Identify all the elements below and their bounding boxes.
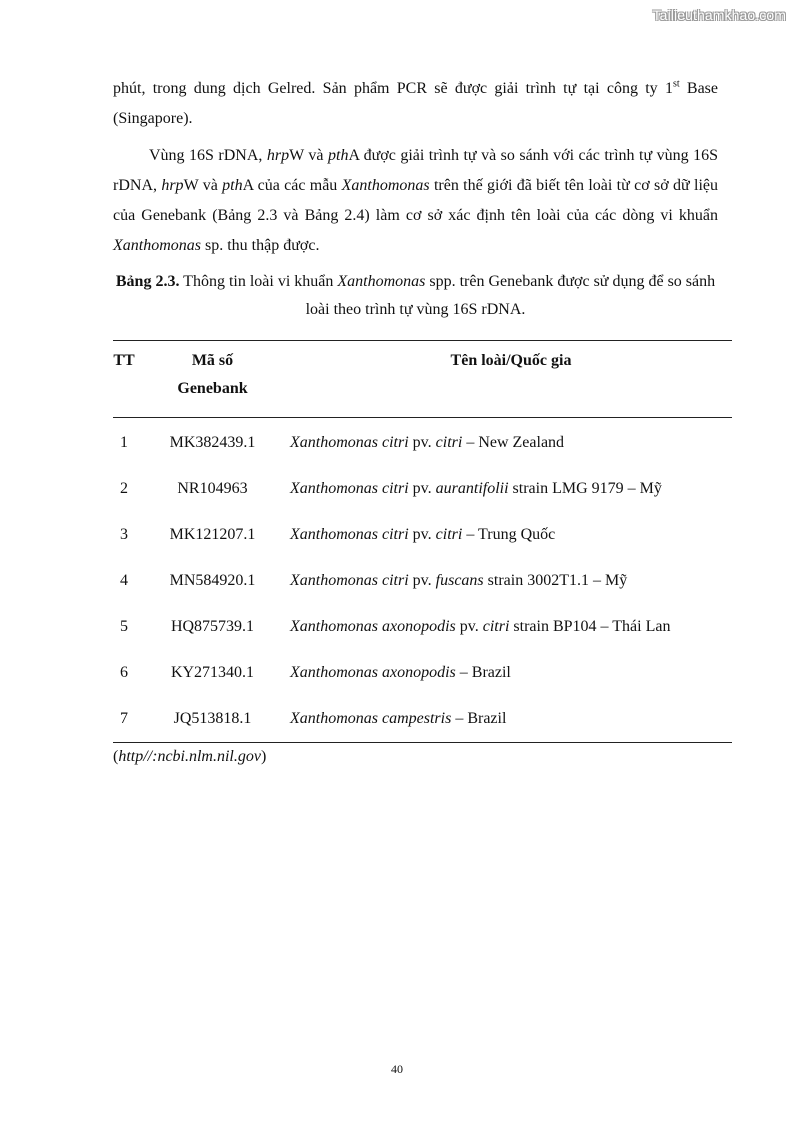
p2-italic-2: pth [328, 147, 349, 164]
cell-species [290, 418, 732, 467]
cell-code: MN584920.1 [169, 572, 256, 589]
species-genus: Xanthomonas campestris [290, 710, 452, 727]
species-rest: strain 3002T1.1 – Mỹ [483, 572, 628, 589]
species-genus: Xanthomonas citri [290, 572, 409, 589]
table-caption [113, 268, 718, 324]
caption-text-2: spp. trên Genebank được sử dụng để so sánh loài theo trình tự vùng 16S rDNA. [305, 273, 716, 318]
cell-species [290, 604, 732, 650]
paragraph-1 [113, 74, 718, 134]
p2-text-6: trên thế giới đã biết tên loài từ cơ sở dữ liệu của Genebank (Bảng 2.3 và Bảng 2.4) làm cơ sở xác định tên loài của các dòng vi khuẩn [113, 177, 719, 224]
species-rest: – New Zealand [462, 434, 565, 451]
cell-tt: 6 [120, 664, 128, 681]
species-rest: – Brazil [455, 664, 511, 681]
p2-text-7: sp. thu thập được. [201, 237, 320, 254]
species-genus: Xanthomonas axonopodis [290, 664, 456, 681]
species-pv: pv. [408, 526, 436, 543]
p2-italic-5: Xanthomonas [341, 177, 430, 194]
p2-italic-1: hrp [266, 147, 290, 164]
header-tt: TT [113, 352, 135, 369]
table-row [113, 604, 732, 650]
species-genus: Xanthomonas citri [290, 480, 409, 497]
table-row [113, 512, 732, 558]
table-row [113, 696, 732, 743]
species-table [113, 340, 732, 743]
header-genebank-code [135, 341, 290, 418]
p2-italic-3: hrp [161, 177, 184, 194]
paragraph-2 [113, 141, 718, 261]
species-genus: Xanthomonas citri [290, 526, 409, 543]
species-rest: – Trung Quốc [462, 526, 556, 543]
cell-species [290, 558, 732, 604]
species-pathovar: citri [482, 618, 510, 635]
species-genus: Xanthomonas citri [290, 434, 409, 451]
source-close-paren: ) [260, 748, 267, 765]
species-pathovar: fuscans [435, 572, 484, 589]
source-open-paren: ( [113, 748, 119, 765]
species-pathovar: aurantifolii [435, 480, 509, 497]
species-rest: – Brazil [451, 710, 507, 727]
caption-label: Bảng 2.3. [115, 273, 180, 290]
p2-text-4: W và [183, 177, 223, 194]
cell-tt: 5 [120, 618, 128, 635]
table-source [113, 746, 266, 768]
p2-text-5: A của các mẫu [242, 177, 342, 194]
cell-code: JQ513818.1 [173, 710, 252, 727]
cell-tt: 4 [120, 572, 128, 589]
species-pv: pv. [455, 618, 483, 635]
cell-code: KY271340.1 [170, 664, 255, 681]
source-url: http//:ncbi.nlm.nil.gov [118, 748, 261, 765]
cell-species [290, 696, 732, 743]
cell-code: NR104963 [177, 480, 248, 497]
table-header-row [113, 341, 732, 418]
species-genus: Xanthomonas axonopodis [290, 618, 456, 635]
cell-species [290, 512, 732, 558]
species-rest: strain LMG 9179 – Mỹ [508, 480, 662, 497]
header-species-country: Tên loài/Quốc gia [450, 352, 572, 369]
cell-code: MK382439.1 [169, 434, 256, 451]
species-pathovar: citri [435, 526, 463, 543]
cell-tt: 1 [120, 434, 128, 451]
cell-tt: 3 [120, 526, 128, 543]
cell-species [290, 650, 732, 696]
page-number: 40 [391, 1062, 403, 1076]
p2-italic-6: Xanthomonas [113, 237, 201, 254]
cell-code: HQ875739.1 [170, 618, 255, 635]
table-row [113, 418, 732, 467]
cell-tt: 7 [120, 710, 128, 727]
caption-italic-genus: Xanthomonas [337, 273, 426, 290]
cell-code: MK121207.1 [169, 526, 256, 543]
caption-text-1: Thông tin loài vi khuẩn [179, 273, 338, 290]
p2-text-3: A được giải trình tự và so sánh với các trình tự vùng 16S rDNA, [113, 147, 718, 194]
watermark-text: Tailieuthamkhao.com [652, 7, 786, 23]
species-rest: strain BP104 – Thái Lan [509, 618, 671, 635]
table-row [113, 466, 732, 512]
cell-species [290, 466, 732, 512]
paragraph-1-text-b: Base (Singapore). [113, 80, 719, 127]
table-row [113, 650, 732, 696]
header-code-line1: Mã số [191, 352, 234, 369]
species-pv: pv. [408, 572, 436, 589]
species-pv: pv. [408, 480, 436, 497]
p2-italic-4: pth [222, 177, 243, 194]
paragraph-1-superscript: st [672, 78, 680, 90]
p2-text-2: W và [289, 147, 328, 164]
header-code-line2: Genebank [177, 380, 248, 397]
paragraph-1-text-a: phút, trong dung dịch Gelred. Sản phẩm PCR sẽ được giải trình tự tại công ty 1 [113, 80, 673, 97]
species-pathovar: citri [435, 434, 463, 451]
cell-tt: 2 [120, 480, 128, 497]
species-pv: pv. [408, 434, 436, 451]
table-row [113, 558, 732, 604]
p2-text-1: Vùng 16S rDNA, [149, 147, 267, 164]
